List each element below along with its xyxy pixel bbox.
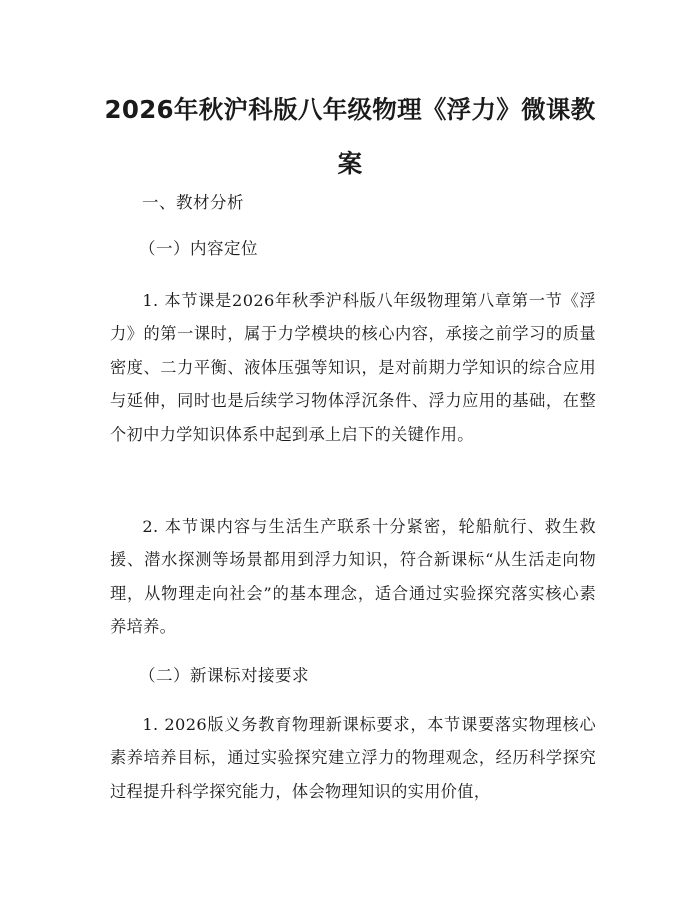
subsection-heading-content-positioning: （一）内容定位 (139, 239, 258, 258)
section-heading-textbook-analysis: 一、教材分析 (142, 193, 244, 212)
document-title: 2026年秋沪科版八年级物理《浮力》微课教案 (104, 95, 596, 178)
paragraph-content-positioning-1: 1. 本节课是2026年秋季沪科版八年级物理第八章第一节《浮力》的第一课时，属于力学模块的核心内容，承接之前学习的质量密度、二力平衡、液体压强等知识，是对前期力学知识的综合应用与延伸，同时也是后续学习物体浮沉条件、浮力应用的基础，在整个初中力学知识体系中起到承上启下的关键作用。 (110, 291, 596, 444)
subsection-heading-curriculum-requirements: （二）新课标对接要求 (139, 666, 309, 685)
paragraph-content-positioning-2: 2. 本节课内容与生活生产联系十分紧密，轮船航行、救生救援、潜水探测等场景都用到浮力知识，符合新课标“从生活走向物理，从物理走向社会”的基本理念，适合通过实验探究落实核心素养培养。 (110, 517, 596, 637)
paragraph-curriculum-requirements-1: 1. 2026版义务教育物理新课标要求，本节课要落实物理核心素养培养目标，通过实验探究建立浮力的物理观念，经历科学探究过程提升科学探究能力，体会物理知识的实用价值， (110, 715, 596, 801)
